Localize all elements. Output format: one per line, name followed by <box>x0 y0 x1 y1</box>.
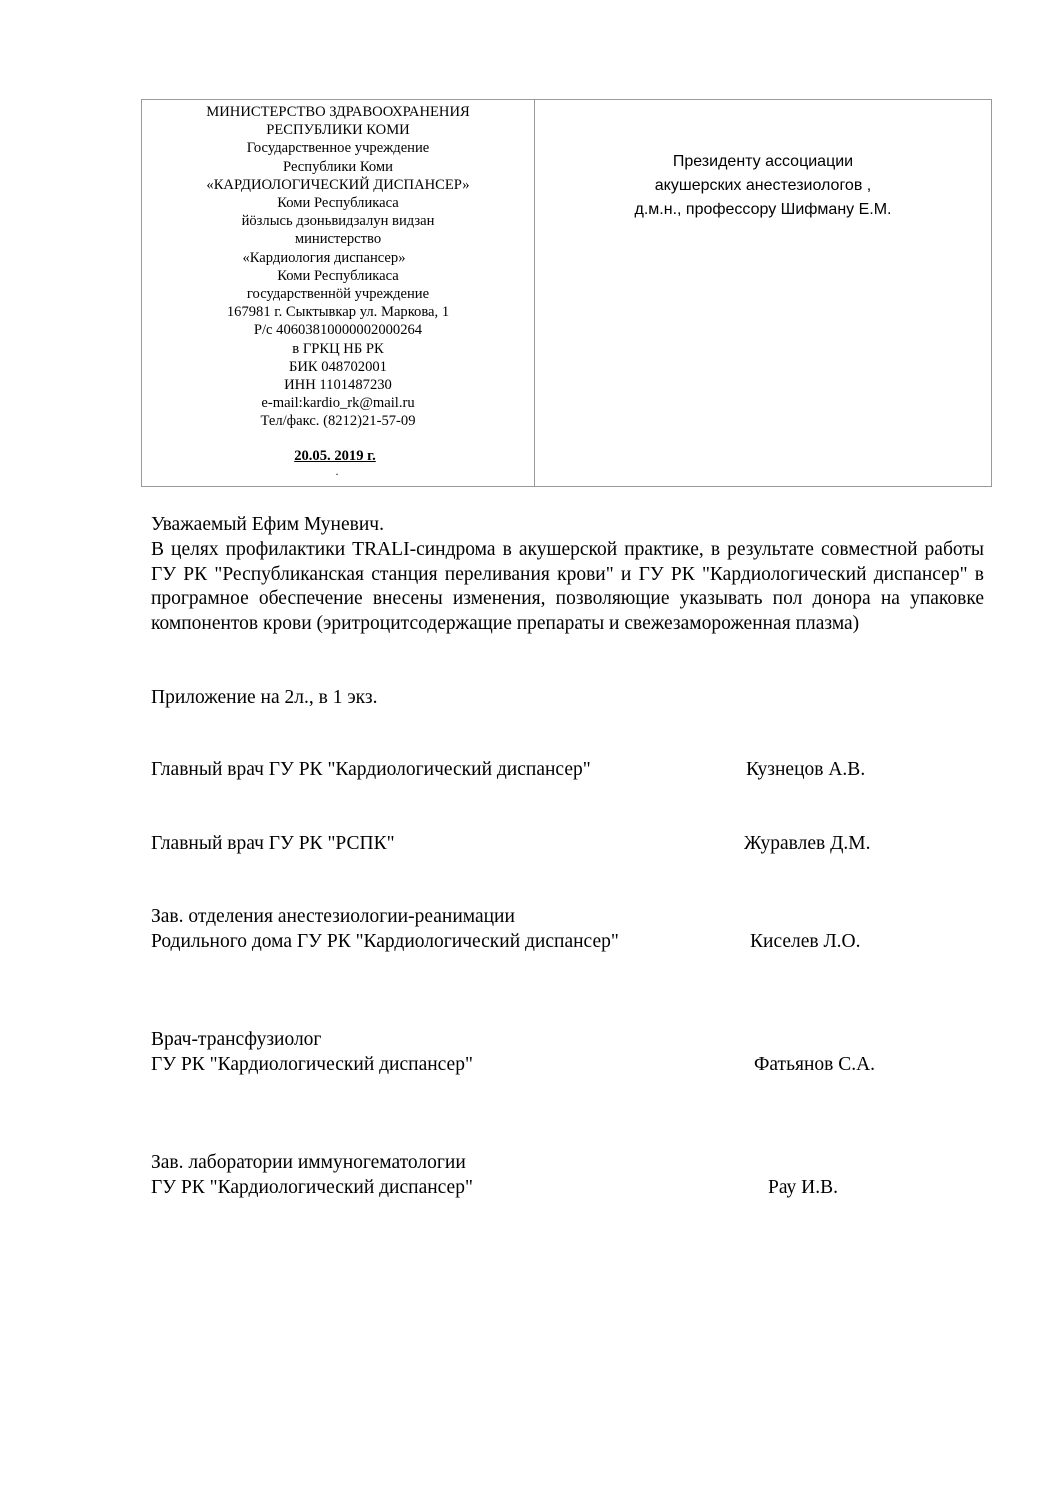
addressee-line: акушерских анестезиологов , <box>654 177 872 194</box>
org-line: йöзлысь дзоньвидзалун видзан <box>241 213 435 230</box>
signature-title: ГУ РК "Кардиологический диспансер" <box>151 1054 473 1075</box>
addressee-cell <box>535 100 991 486</box>
org-line: «КАРДИОЛОГИЧЕСКИЙ ДИСПАНСЕР» <box>206 176 470 193</box>
signature-title: Зав. лаборатории иммуногематологии <box>151 1152 466 1173</box>
letter-date: 20.05. 2019 г. <box>294 447 376 464</box>
org-line: МИНИСТЕРСТВО ЗДРАВООХРАНЕНИЯ <box>206 104 470 120</box>
org-line: Коми Республикаса <box>277 267 399 284</box>
addressee-line: Президенту ассоциации <box>672 153 854 170</box>
org-line: государственнöй учреждение <box>246 286 430 303</box>
org-line: ИНН 1101487230 <box>284 377 392 394</box>
signature-title: Врач-трансфузиолог <box>151 1029 322 1050</box>
letter-paragraph: В целях профилактики TRALI-синдрома в акушерской практике, в результате совместной работы ГУ РК "Республиканская станция переливания крови" и ГУ РК "Кардиологический диспансер" в програмное обеспечение внесены изменения, позволяющие указывать пол донора на упаковке компонентов крови (эритроцитсодержащие препараты и свежезамороженная плазма) <box>151 539 984 634</box>
org-line: министерство <box>294 231 382 248</box>
org-line: «Кардиология диспансер» <box>242 249 406 266</box>
signature-title: ГУ РК "Кардиологический диспансер" <box>151 1177 473 1198</box>
addressee-block <box>535 150 991 222</box>
org-line: 167981 г. Сыктывкар ул. Маркова, 1 <box>226 304 450 321</box>
signature-title: Родильного дома ГУ РК "Кардиологический диспансер" <box>151 931 619 952</box>
signature-name: Журавлев Д.М. <box>744 833 871 854</box>
org-line: Р/с 40603810000002000264 <box>253 322 423 339</box>
letterhead-table <box>141 99 992 487</box>
signature-title: Главный врач ГУ РК "Кардиологический диспансер" <box>151 759 591 780</box>
org-line: Коми Республикаса <box>277 195 399 212</box>
signature-title: Главный врач ГУ РК "РСПК" <box>151 833 395 854</box>
signature-title: Зав. отделения анестезиологии-реанимации <box>151 906 515 927</box>
org-line: РЕСПУБЛИКИ КОМИ <box>266 122 410 139</box>
org-phone: Тел/факс. (8212)21-57-09 <box>260 413 416 430</box>
salutation: Уважаемый Ефим Муневич. <box>151 514 384 535</box>
org-email: e-mail:kardio_rk@mail.ru <box>261 395 415 412</box>
org-line: БИК 048702001 <box>289 358 387 375</box>
signature-name: Фатьянов С.А. <box>754 1054 876 1075</box>
org-line: Республики Коми <box>283 158 393 175</box>
signature-name: Рау И.В. <box>768 1177 838 1198</box>
signature-name: Киселев Л.О. <box>750 931 861 952</box>
addressee-line: д.м.н., профессору Шифману Е.М. <box>634 201 892 218</box>
org-line: в ГРКЦ НБ РК <box>292 340 384 357</box>
organization-letterhead <box>142 100 535 486</box>
org-line: Государственное учреждение <box>246 140 430 157</box>
date-dot: . <box>335 463 339 478</box>
signature-name: Кузнецов А.В. <box>746 759 866 780</box>
attachment-note: Приложение на 2л., в 1 экз. <box>151 687 378 708</box>
